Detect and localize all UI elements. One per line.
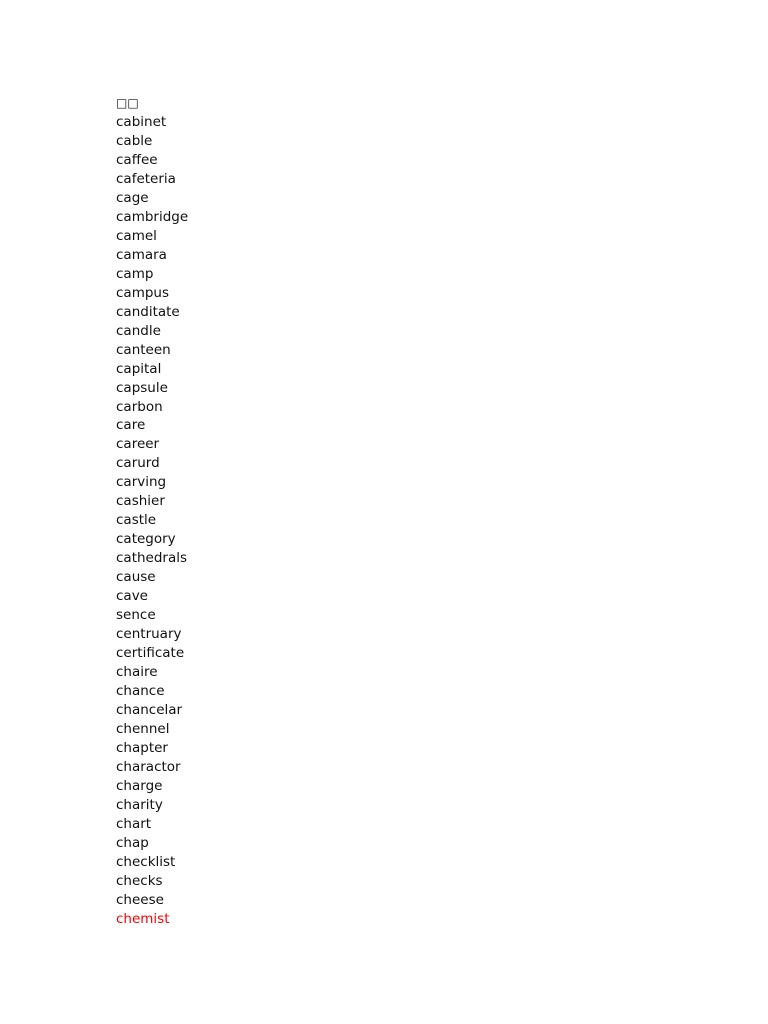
word-item: cage xyxy=(116,189,149,206)
word-item: canteen xyxy=(116,341,171,358)
word-item: capsule xyxy=(116,379,168,396)
word-item: charge xyxy=(116,777,163,794)
word-item: centruary xyxy=(116,626,182,643)
word-item: checks xyxy=(116,872,163,889)
word-item: chart xyxy=(116,815,152,832)
word-item: chaire xyxy=(116,664,158,681)
word-item: cable xyxy=(116,132,153,149)
word-item: chemist xyxy=(116,910,170,927)
word-item: cafeteria xyxy=(116,170,176,187)
word-item: cashier xyxy=(116,493,165,510)
word-item: charity xyxy=(116,796,163,813)
word-item: chance xyxy=(116,683,165,700)
word-item: camara xyxy=(116,246,167,263)
word-item: candle xyxy=(116,322,161,339)
word-item: cheese xyxy=(116,891,164,908)
word-item: camp xyxy=(116,265,154,282)
word-item: checklist xyxy=(116,853,176,870)
word-item: cathedrals xyxy=(116,550,188,567)
word-item: capital xyxy=(116,360,162,377)
word-item: chapter xyxy=(116,739,168,756)
word-item: sence xyxy=(116,607,156,624)
word-item: carbon xyxy=(116,398,163,415)
word-item: campus xyxy=(116,284,170,301)
word-item: care xyxy=(116,417,146,434)
word-item: certificate xyxy=(116,645,185,662)
word-item: cause xyxy=(116,569,156,586)
word-item: carving xyxy=(116,474,167,491)
word-item: chancelar xyxy=(116,702,183,718)
word-item: charactor xyxy=(116,758,181,775)
word-list xyxy=(116,94,188,929)
word-item: cambridge xyxy=(116,208,189,225)
word-item: chennel xyxy=(116,720,170,737)
word-item: carurd xyxy=(116,455,160,472)
word-item: cave xyxy=(116,588,148,605)
word-item: chap xyxy=(116,834,149,851)
word-item: camel xyxy=(116,227,157,244)
word-item: caffee xyxy=(116,151,158,168)
word-item: category xyxy=(116,531,176,548)
word-item: castle xyxy=(116,512,157,529)
word-item: career xyxy=(116,436,160,453)
list-heading: □□ xyxy=(116,96,139,110)
word-item: cabinet xyxy=(116,113,167,130)
word-item: canditate xyxy=(116,303,180,320)
